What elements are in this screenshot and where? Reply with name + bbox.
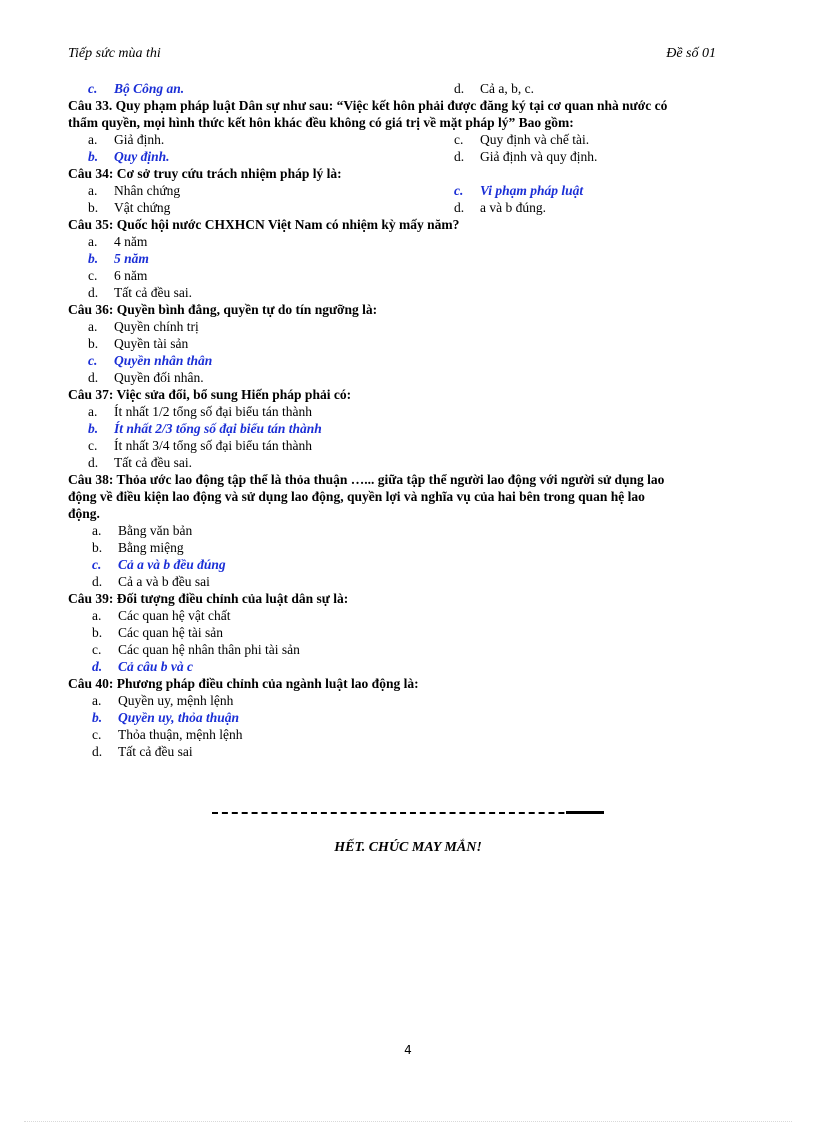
option-a: a. Giả định. [88,132,165,147]
question-text: động về điều kiện lao động và sử dụng lao động, quyền lợi và nghĩa vụ của hai bên trong quan hệ lao [68,489,645,504]
question-35: Câu 35: Quốc hội nước CHXHCN Việt Nam có nhiệm kỳ mấy năm? [68,217,460,232]
option-a: a. Ít nhất 1/2 tổng số đại biểu tán thành [88,404,312,419]
option-b-answer: b. Ít nhất 2/3 tổng số đại biểu tán thành [88,421,322,436]
option-c-answer: c. Cả a và b đều đúng [92,557,226,572]
question-text: động. [68,506,100,521]
option-b: b. Quyền tài sản [88,336,189,351]
page-number: 4 [404,1043,412,1057]
option-d: d. Tất cả đều sai [92,744,193,759]
option-c: c. Thỏa thuận, mệnh lệnh [92,727,243,742]
option-d: d. Cả a và b đều sai [92,574,210,589]
option-c-answer: c. Quyền nhân thân [88,353,213,368]
option-d: d. Giả định và quy định. [454,149,598,164]
question-33 [68,97,748,131]
option-a: a. Nhân chứng [88,183,181,198]
option-row [68,80,748,97]
header-exam-number: Đề số 01 [666,46,716,61]
question-38 [68,471,748,522]
option-a: a. Bằng văn bản [92,523,193,538]
option-c-answer: c. Vi phạm pháp luật [454,183,584,198]
option-row [68,131,748,148]
option-b: b. Bằng miệng [92,540,184,555]
option-d-answer: d. Cả câu b và c [92,659,193,674]
option-row [68,182,748,199]
option-c: c. Ít nhất 3/4 tổng số đại biểu tán thành [88,438,312,453]
option-c: c. Các quan hệ nhân thân phi tài sản [92,642,300,657]
option-d: d. Tất cả đều sai. [88,455,192,470]
option-row [68,148,748,165]
page-bottom-border [24,1121,792,1122]
option-a: a. Quyền uy, mệnh lệnh [92,693,234,708]
end-divider [212,812,604,814]
option-row [68,199,748,216]
question-39: Câu 39: Đối tượng điều chỉnh của luật dân sự là: [68,591,349,606]
option-d: d. a và b đúng. [454,200,546,215]
end-divider-solid [566,811,604,814]
closing-message: HẾT. CHÚC MAY MẮN! [334,840,482,855]
option-b: b. Vật chứng [88,200,171,215]
question-text: Câu 33. Quy phạm pháp luật Dân sự như sau: “Việc kết hôn phải được đăng ký tại cơ quan nhà nước có [68,98,668,113]
option-d: d. Tất cả đều sai. [88,285,192,300]
option-c: c. Quy định và chế tài. [454,132,590,147]
option-d: d. Cả a, b, c. [454,81,534,96]
option-a: a. Quyền chính trị [88,319,199,334]
option-a: a. Các quan hệ vật chất [92,608,231,623]
question-text: Câu 38: Thỏa ước lao động tập thể là thỏa thuận …... giữa tập thể người lao động với người sử dụng lao [68,472,665,487]
question-36: Câu 36: Quyền bình đẳng, quyền tự do tín ngưỡng là: [68,302,378,317]
option-b-answer: b. Quy định. [88,149,170,164]
exam-content [68,80,748,760]
question-text: thẩm quyền, mọi hình thức kết hôn khác đều không có giá trị về mặt pháp lý” Bao gồm: [68,115,574,130]
question-37: Câu 37: Việc sửa đổi, bổ sung Hiến pháp phải có: [68,387,352,402]
option-c-answer: c. Bộ Công an. [88,81,185,96]
question-34: Câu 34: Cơ sở truy cứu trách nhiệm pháp lý là: [68,166,342,181]
option-a: a. 4 năm [88,234,148,249]
question-40: Câu 40: Phương pháp điều chỉnh của ngành luật lao động là: [68,676,419,691]
option-d: d. Quyền đối nhân. [88,370,204,385]
option-b-answer: b. Quyền uy, thỏa thuận [92,710,240,725]
page-header [68,46,716,66]
option-b: b. Các quan hệ tài sản [92,625,223,640]
header-title: Tiếp sức mùa thi [68,46,161,61]
option-c: c. 6 năm [88,268,148,283]
option-b-answer: b. 5 năm [88,251,149,266]
